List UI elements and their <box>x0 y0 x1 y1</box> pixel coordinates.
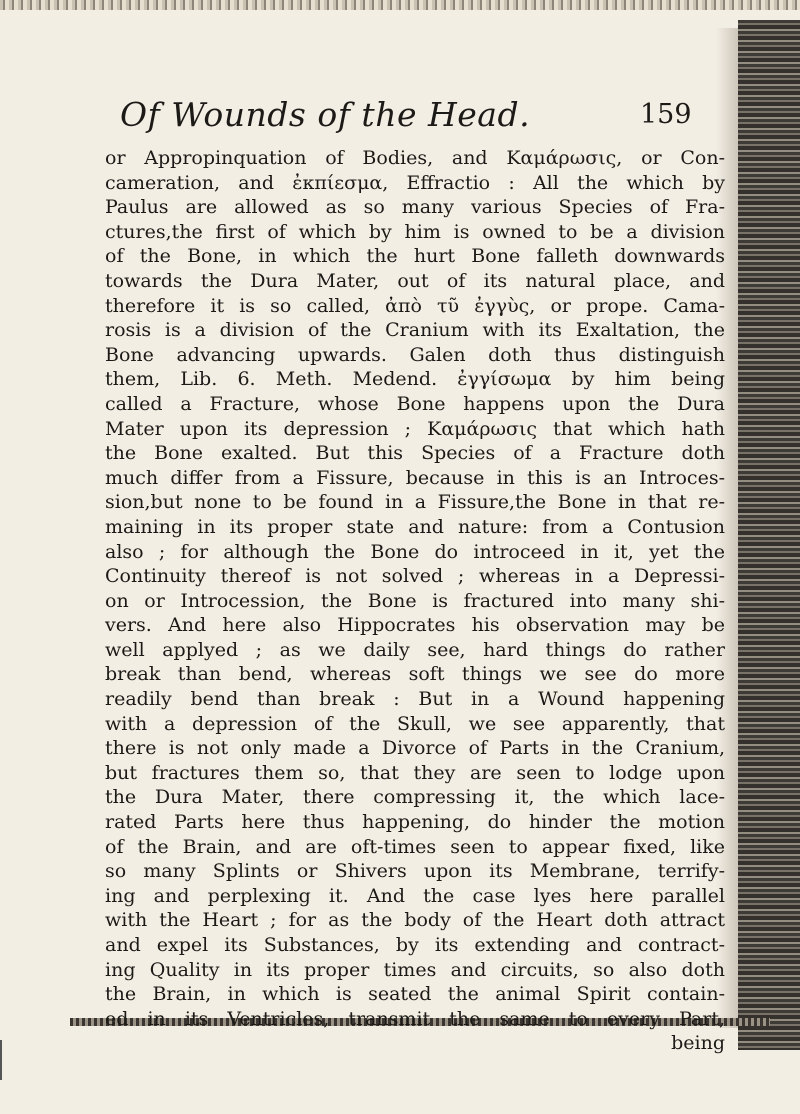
text-line: readily bend than break : But in a Wound happening <box>105 688 725 711</box>
page-number: 159 <box>640 99 692 130</box>
text-line: the Dura Mater, there compressing it, the which lace- <box>105 786 725 809</box>
text-line: sion,but none to be found in a Fissure,the Bone in that re- <box>105 491 725 514</box>
text-line: Paulus are allowed as so many various Species of Fra- <box>105 196 725 219</box>
text-line: the Bone exalted. But this Species of a Fracture doth <box>105 442 725 465</box>
text-line: well applyed ; as we daily see, hard things do rather <box>105 638 725 661</box>
text-line: towards the Dura Mater, out of its natural place, and <box>105 269 725 292</box>
page-fore-edge <box>738 20 800 1050</box>
text-line: called a Fracture, whose Bone happens upon the Dura <box>105 392 725 415</box>
text-line: with a depression of the Skull, we see apparently, that <box>105 712 725 735</box>
running-head: Of Wounds of the Head. <box>120 95 531 134</box>
text-line: Mater upon its depression ; Καμάρωσις that which hath <box>105 417 725 440</box>
text-line: and expel its Substances, by its extending and contract- <box>105 934 725 956</box>
text-line: also ; for although the Bone do introceed in it, yet the <box>105 540 725 563</box>
text-line: Continuity thereof is not solved ; whereas in a Depressi- <box>105 565 725 588</box>
text-line: being <box>671 1032 725 1055</box>
text-line: Bone advancing upwards. Galen doth thus distinguish <box>105 343 725 366</box>
text-line: ing Quality in its proper times and circuits, so also doth <box>105 958 725 981</box>
text-line: much differ from a Fissure, because in this is an Introces- <box>105 466 725 489</box>
text-line: or Appropinquation of Bodies, and Καμάρωσις, or Con- <box>105 147 725 169</box>
text-line: the Brain, in which is seated the animal Spirit contain- <box>105 983 725 1006</box>
text-line: of the Bone, in which the hurt Bone falleth downwards <box>105 245 725 268</box>
text-line: there is not only made a Divorce of Parts in the Cranium, <box>105 737 725 760</box>
text-line: but fractures them so, that they are seen to lodge upon <box>105 761 725 784</box>
text-line: ed in its Ventricles, transmit the same to every Part, <box>105 1007 725 1030</box>
text-line: ing and perplexing it. And the case lyes here parallel <box>105 884 725 907</box>
text-line: vers. And here also Hippocrates his observation may be <box>105 614 725 637</box>
text-line: break than bend, whereas soft things we see do more <box>105 663 725 686</box>
text-line: rated Parts here thus happening, do hinder the motion <box>105 811 725 834</box>
text-line: ctures,the first of which by him is owned to be a division <box>105 220 725 243</box>
text-line: so many Splints or Shivers upon its Membrane, terrify- <box>105 860 725 883</box>
text-line: with the Heart ; for as the body of the Heart doth attract <box>105 909 725 932</box>
page-left-mark <box>0 1040 14 1080</box>
text-line: rosis is a division of the Cranium with its Exaltation, the <box>105 319 725 342</box>
text-line: cameration, and ἐκπίεσμα, Effractio : All the which by <box>105 171 725 194</box>
body-text <box>105 146 725 1056</box>
page-header <box>120 95 740 135</box>
text-line: on or Introcession, the Bone is fractured into many shi- <box>105 589 725 612</box>
text-line: of the Brain, and are oft-times seen to appear fixed, like <box>105 835 725 858</box>
text-line: therefore it is so called, ἀπὸ τῦ ἐγγὺς, or prope. Cama- <box>105 294 725 317</box>
text-line: them, Lib. 6. Meth. Medend. ἐγγίσωμα by him being <box>105 368 725 391</box>
page-top-edge <box>0 0 800 10</box>
text-line: maining in its proper state and nature: from a Contusion <box>105 515 725 538</box>
